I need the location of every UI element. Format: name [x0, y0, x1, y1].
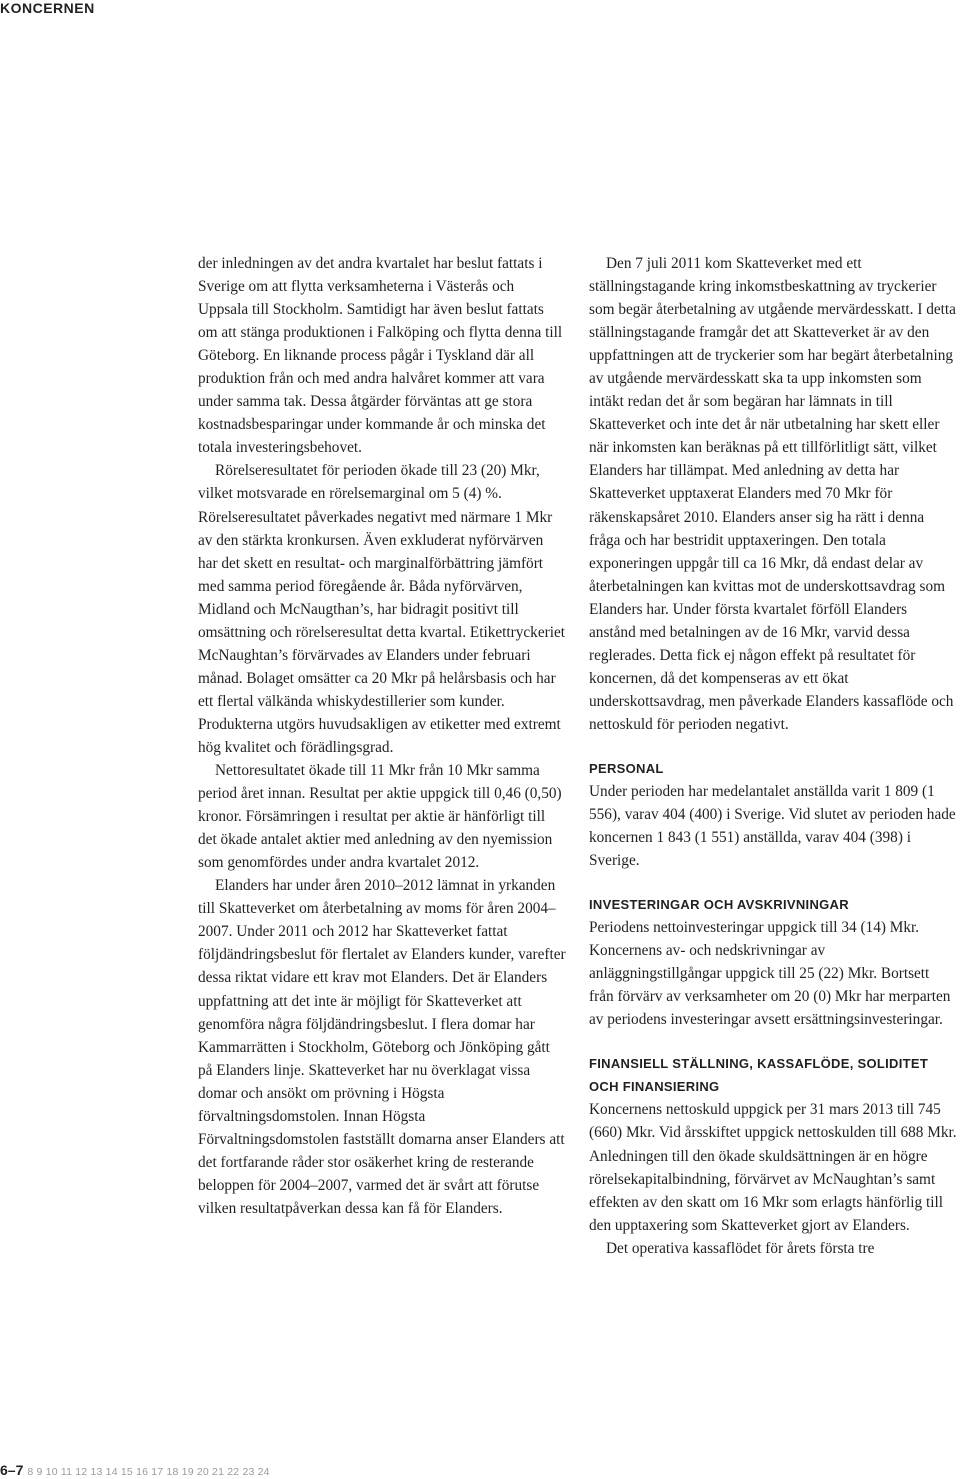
section-heading-finansiell-stallning: FINANSIELL STÄLLNING, KASSAFLÖDE, SOLIDITET OCH FINANSIERING	[589, 1056, 929, 1095]
body-paragraph: Koncernens nettoskuld uppgick per 31 mars 2013 till 745 (660) Mkr. Vid årsskiftet uppgick nettoskulden till 688 Mkr. Anledningen till den ökade skuldsättningen är en högre rörelsekapitalbindning, förvärvet av McNaughtan’s samt effekten av den skatt om 16 Mkr som erlagts hänförlig till den upptaxering som Skatteverket gjort av Elanders.	[589, 1101, 957, 1234]
body-paragraph: Det operativa kassaflödet för årets första tre	[606, 1239, 875, 1257]
right-text-column	[589, 252, 957, 1260]
section-heading-investeringar: INVESTERINGAR OCH AVSKRIVNINGAR	[589, 897, 849, 913]
current-page-number: 6–7	[0, 1462, 24, 1478]
left-text-column	[198, 252, 566, 1220]
body-paragraph: der inledningen av det andra kvartalet har beslut fattats i Sverige om att flytta verksamheterna i Västerås och Uppsala till Stockholm. Samtidigt har även beslut fattats om att stänga produktionen i Falköping och flytta denna till Göteborg. En liknande process pågår i Tyskland där all produktion från och med andra halvåret kommer att vara under samma tak. Dessa åtgärder förväntas att ge stora kostnadsbesparingar under kommande år och minska det totala investeringsbehovet.	[198, 255, 563, 457]
page-navigation	[0, 1462, 270, 1478]
body-paragraph: Rörelseresultatet för perioden ökade till 23 (20) Mkr, vilket motsvarade en rörelsemarginal om 5 (4) %. Rörelseresultatet påverkades negativt med närmare 1 Mkr av den stärkta kronkursen. Även exkluderat nyförvärven har det skett en resultat- och marginalförbättring jämfört med samma period föregående år. Båda nyförvärven, Midland och McNaugthan’s, har bidragit positivt till omsättning och rörelseresultat detta kvartal. Etikettryckeriet McNaughtan’s förvärvades av Elanders under februari månad. Bolaget omsätter ca 20 Mkr på helårsbasis och har ett flertal välkända whiskydestillerier som kunder. Produkterna utgörs huvudsakligen av etiketter med extremt hög kvalitet och förädlingsgrad.	[198, 462, 565, 756]
page-number-list[interactable]: 8 9 10 11 12 13 14 15 16 17 18 19 20 21 22 23 24	[27, 1466, 270, 1478]
body-paragraph: Periodens nettoinvesteringar uppgick till 34 (14) Mkr. Koncernens av- och nedskrivningar av anläggningstillgångar uppgick till 25 (22) Mkr. Bortsett från förvärv av verksamheter om 20 (0) Mkr har merparten av periodens investeringar avsett ersättningsinvesteringar.	[589, 919, 951, 1029]
body-paragraph: Under perioden har medelantalet anställda varit 1 809 (1 556), varav 404 (400) i Sverige. Vid slutet av perioden hade koncernen 1 843 (1 551) anställda, varav 404 (398) i Sverige.	[589, 782, 956, 870]
section-header: KONCERNEN	[0, 0, 95, 16]
body-paragraph: Nettoresultatet ökade till 11 Mkr från 10 Mkr samma period året innan. Resultat per aktie uppgick till 0,46 (0,50) kronor. Försämringen i resultat per aktie är hänförligt till det ökade antalet aktier med anledning av den nyemission som genomfördes under andra kvartalet 2012.	[198, 762, 562, 872]
section-heading-personal: PERSONAL	[589, 760, 664, 776]
body-paragraph: Den 7 juli 2011 kom Skatteverket med ett ställningstagande kring inkomstbeskattning av tryckerier som begär återbetalning av utgående mervärdesskatt. I detta ställningstagande framgår det att Skatteverket är av den uppfattningen att de tryckerier som har begärt återbetalning av utgående mervärdesskatt ska ta upp inkomsten som intäkt redan det år som begäran har lämnats in till Skatteverket och inte det år när utbetalning har skett eller när inkomsten kan beräknas på ett tillförlitligt sätt, vilket Elanders har tillämpat. Med anledning av detta har Skatteverket upptaxerat Elanders med 70 Mkr för räkenskapsåret 2010. Elanders anser sig ha rätt i denna fråga och har bestridit upptaxeringen. Den totala exponeringen uppgår till ca 16 Mkr, då endast delar av återbetalningen kan kvittas mot de underskottsavdrag som Elanders har. Under första kvartalet förföll Elanders anstånd med betalningen av de 16 Mkr, varvid dessa reglerades. Detta fick ej någon effekt på resultatet för koncernen, då det kompenseras av ett ökat underskottsavdrag, men påverkade Elanders kassaflöde och nettoskuld för perioden negativt.	[589, 255, 956, 733]
body-paragraph: Elanders har under åren 2010–2012 lämnat in yrkanden till Skatteverket om återbetalning av moms för åren 2004–2007. Under 2011 och 2012 har Skatteverket fattat följdändringsbeslut för flertalet av Elanders kunder, varefter dessa riktat vidare ett krav mot Elanders. Det är Elanders uppfattning att det inte är möjligt för Skatteverket att genomföra några följdändringsbeslut. I flera domar har Kammarrätten i Stockholm, Göteborg och Jönköping gått på Elanders linje. Skatteverket har nu överklagat vissa domar och ansökt om prövning i Högsta förvaltningsdomstolen. Innan Högsta Förvaltningsdomstolen fastställt domarna anser Elanders att det fortfarande råder stor osäkerhet kring de resterande beloppen för 2004–2007, varmed det är svårt att förutse vilken resultatpåverkan dessa kan få för Elanders.	[198, 877, 566, 1217]
